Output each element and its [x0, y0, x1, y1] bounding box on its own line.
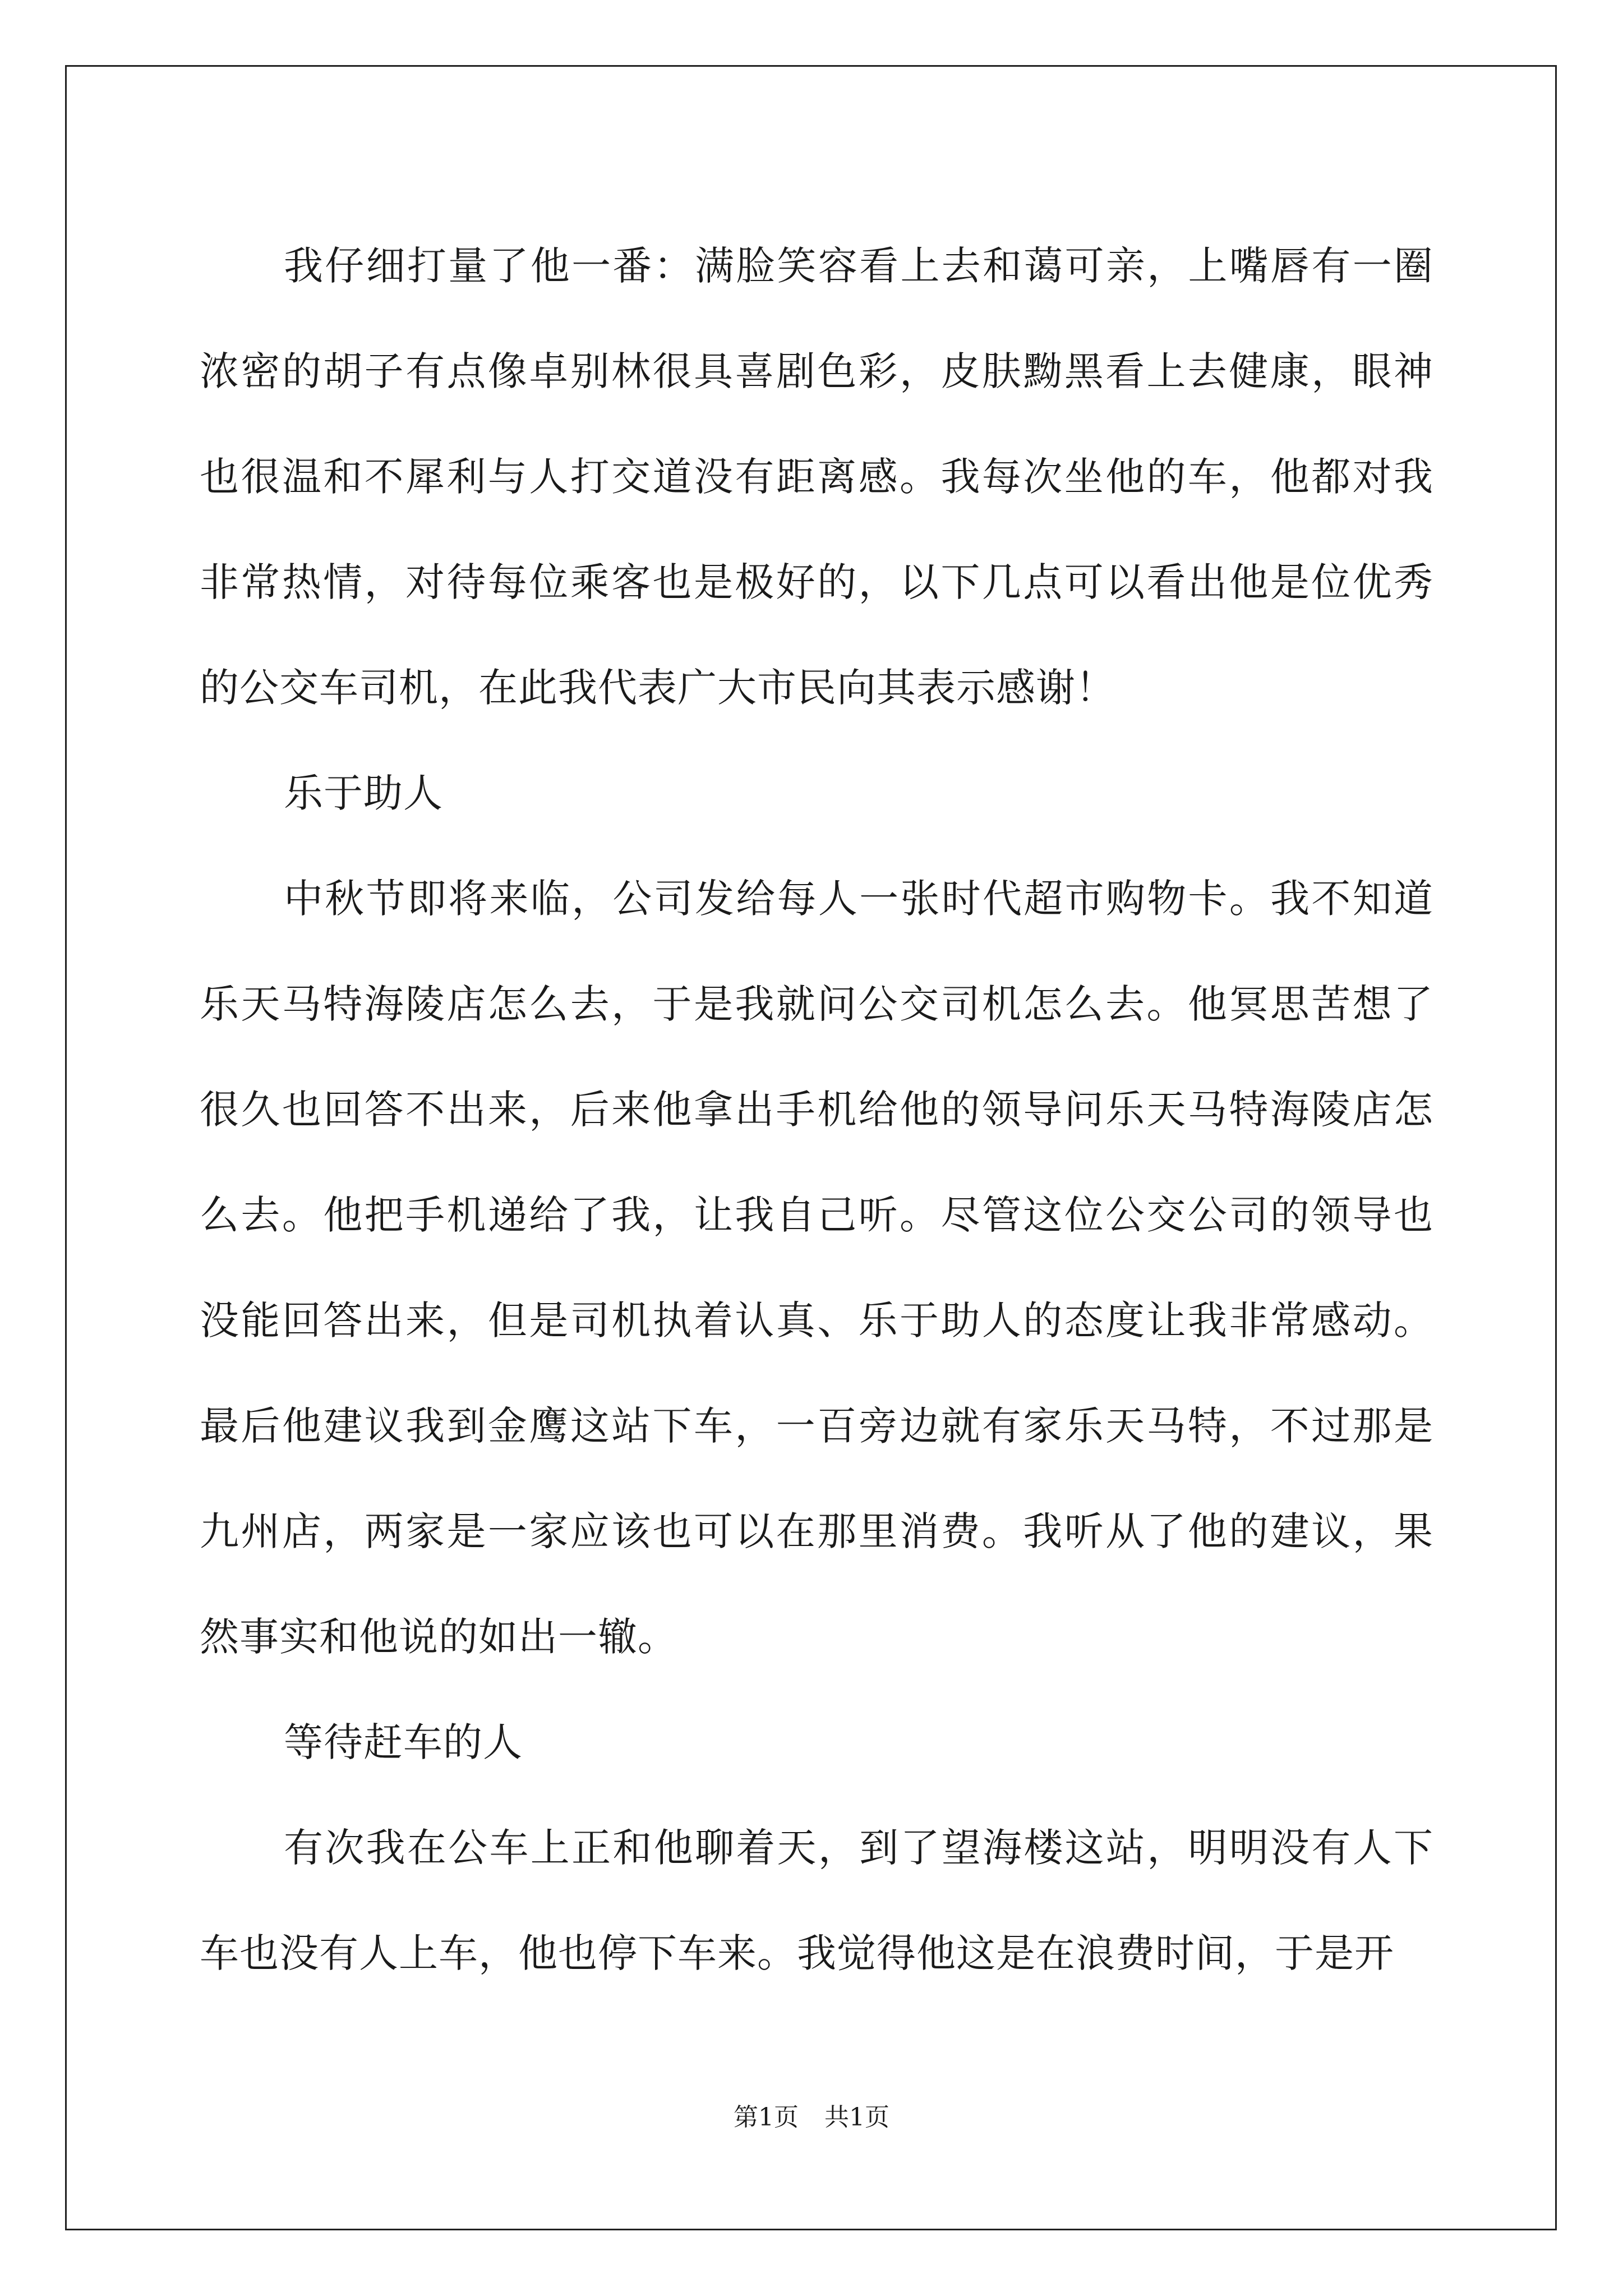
page-footer [0, 2097, 1623, 2133]
document-body [200, 213, 1433, 2006]
page-total: 共1页 [824, 2103, 889, 2132]
page-number: 第1页 [734, 2103, 799, 2132]
paragraph-waiting-story: 有次我在公车上正和他聊着天，到了望海楼这站，明明没有人下车也没有人上车，他也停下车来。我觉得他这是在浪费时间，于是开 [200, 1825, 1433, 1976]
paragraph-helpful-story: 中秋节即将来临，公司发给每人一张时代超市购物卡。我不知道乐天马特海陵店怎么去，于是我就问公交司机怎么去。他冥思苦想了很久也回答不出来，后来他拿出手机给他的领导问乐天马特海陵店怎么去。他把手机递给了我，让我自己听。尽管这位公交公司的领导也没能回答出来，但是司机执着认真、乐于助人的态度让我非常感动。最后他建议我到金鹰这站下车，一百旁边就有家乐天马特，不过那是九州店，两家是一家应该也可以在那里消费。我听从了他的建议，果然事实和他说的如出一辙。 [200, 876, 1433, 1660]
paragraph-driver-description: 我仔细打量了他一番：满脸笑容看上去和蔼可亲，上嘴唇有一圈浓密的胡子有点像卓别林很具喜剧色彩，皮肤黝黑看上去健康，眼神也很温和不犀利与人打交道没有距离感。我每次坐他的车，他都对我非常热情，对待每位乘客也是极好的，以下几点可以看出他是位优秀的公交车司机，在此我代表广大市民向其表示感谢！ [200, 243, 1433, 711]
section-heading-helpful: 乐于助人 [284, 770, 443, 816]
section-heading-waiting: 等待赶车的人 [284, 1719, 523, 1765]
